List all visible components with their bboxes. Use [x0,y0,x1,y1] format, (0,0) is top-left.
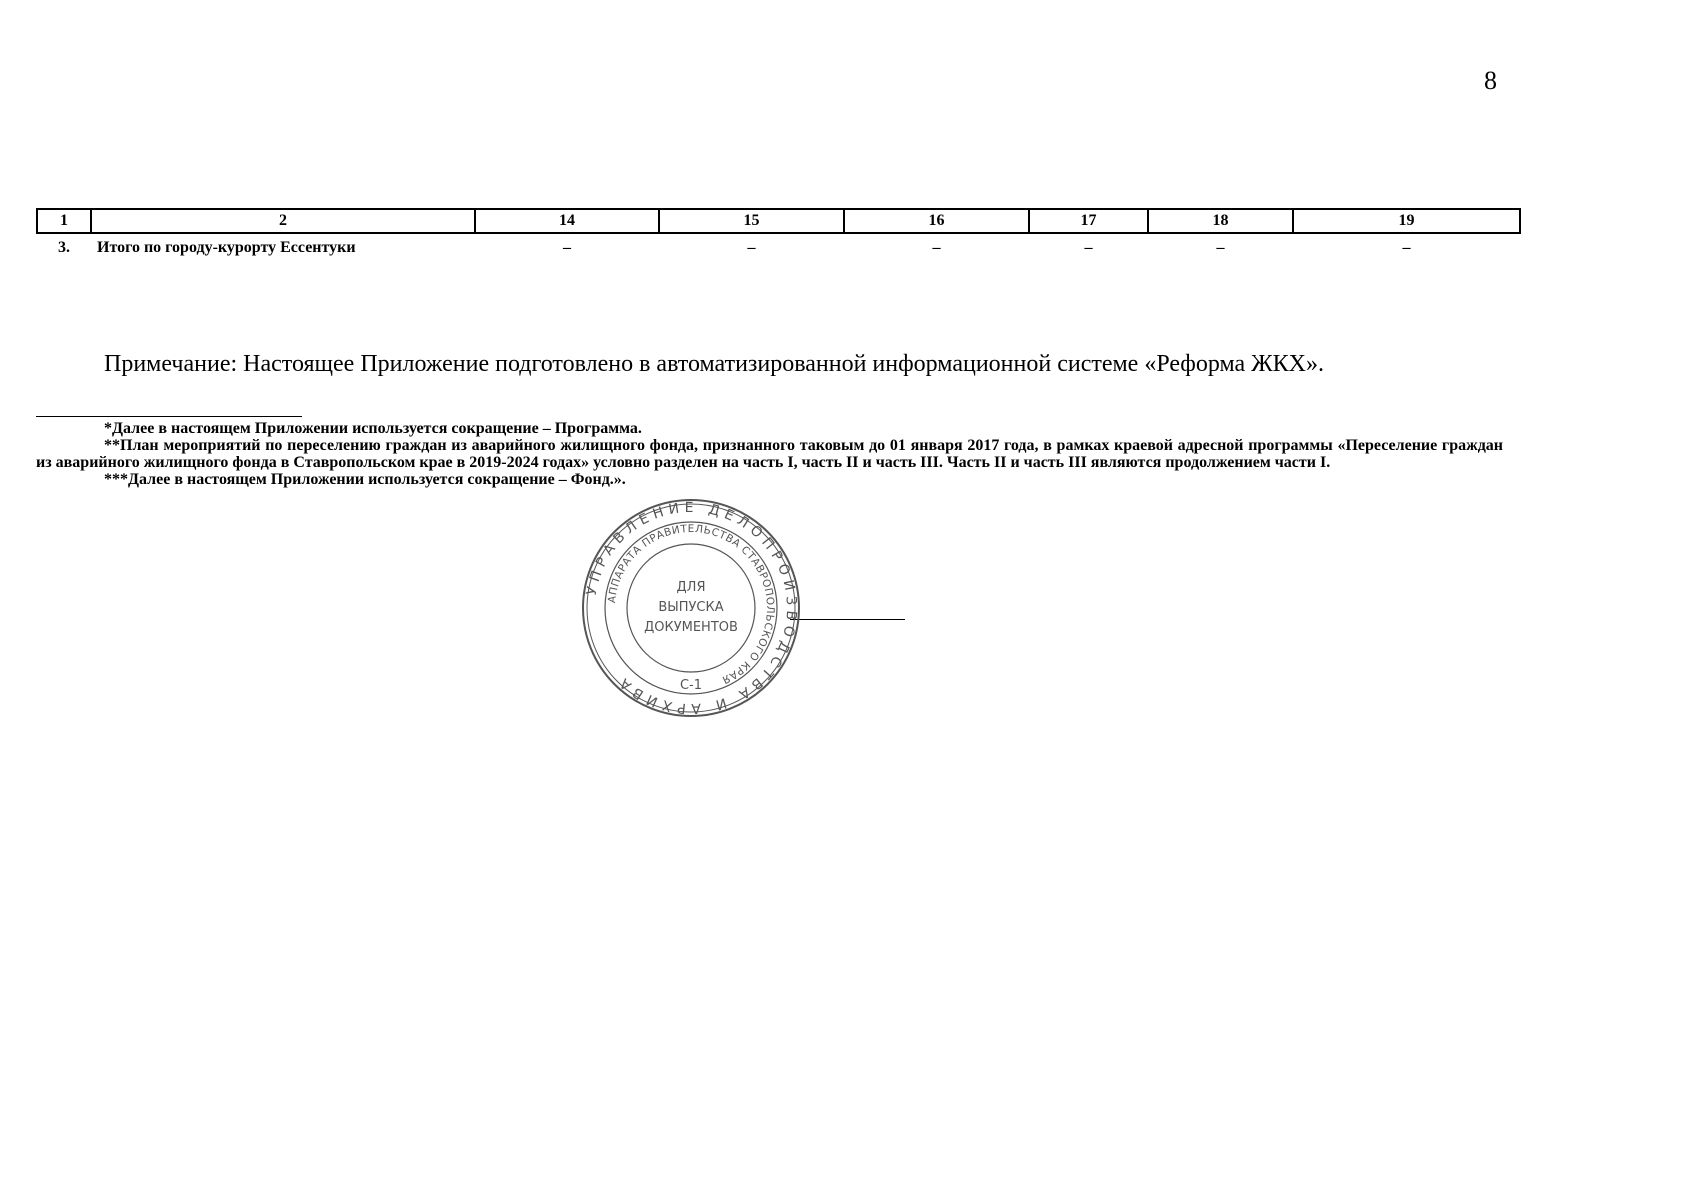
column-header-18: 18 [1148,209,1293,233]
stamp-inner-text: АППАРАТА ПРАВИТЕЛЬСТВА СТАВРОПОЛЬСКОГО КРАЯ [606,522,777,686]
column-header-15: 15 [659,209,844,233]
stamp-outer-text: УПРАВЛЕНИЕ ДЕЛОПРОИЗВОДСТВА И АРХИВА [583,499,800,717]
footnote-1: *Далее в настоящем Приложении используется сокращение – Программа. [104,420,642,437]
table-row [37,233,1520,262]
row-value: – [563,239,571,256]
row-value: – [747,239,756,256]
stamp-center-line-3: ДОКУМЕНТОВ [644,620,738,635]
footnote-divider [36,416,302,417]
row-value: – [1402,239,1411,256]
column-header-1: 1 [37,209,91,233]
stamp-seal-icon [578,495,804,721]
row-value: – [1216,239,1225,256]
table-header-row [37,209,1520,233]
footnotes [36,420,1503,488]
official-stamp [578,495,804,721]
row-value: – [932,239,941,256]
row-name: Итого по городу-курорту Ессентуки [97,239,356,256]
column-header-2: 2 [91,209,475,233]
column-header-17: 17 [1029,209,1148,233]
stamp-center-line-2: ВЫПУСКА [658,600,724,615]
column-header-14: 14 [475,209,659,233]
row-value: – [1084,239,1093,256]
stamp-code: С-1 [679,678,703,693]
column-header-19: 19 [1293,209,1520,233]
note-text: Примечание: Настоящее Приложение подготовлено в автоматизированной информационной системе «Реформа ЖКХ». [104,351,1325,377]
footnote-2: **План мероприятий по переселению граждан из аварийного жилищного фонда, признанного таковым до 01 января 2017 года, в рамках краевой адресной программы «Переселение граждан из аварийного жилищного фонда в Ставропольском крае в 2019-2024 годах» условно разделен на часть I, часть II и часть III. Часть II и часть III являются продолжением части I. [36,437,1503,471]
page-number: 8 [1484,66,1497,95]
column-header-16: 16 [844,209,1029,233]
row-number: 3. [58,239,70,256]
signature-line [790,619,905,620]
summary-table [36,208,1521,262]
footnote-3: ***Далее в настоящем Приложении используется сокращение – Фонд.». [104,471,626,488]
stamp-center-line-1: ДЛЯ [676,580,706,595]
